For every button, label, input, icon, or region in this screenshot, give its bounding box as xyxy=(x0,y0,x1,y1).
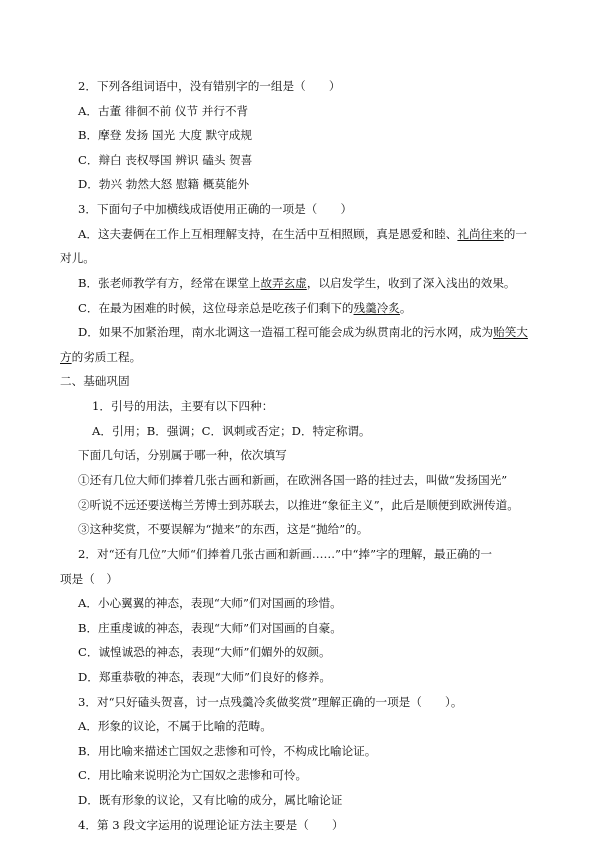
s2-q2-option-d: D．郑重恭敬的神态，表现“大师”们良好的修养。 xyxy=(78,670,332,684)
q3-option-d-continued xyxy=(60,349,141,365)
s2-q2-stem: 2．对“还有几位”大师“们捧着几张古画和新画……”中“捧”字的理解，最正确的一 xyxy=(78,547,492,561)
q3-option-d xyxy=(78,324,528,340)
q3-option-a xyxy=(78,226,527,242)
q3-option-c xyxy=(78,300,412,316)
q3-option-a-continued: 对儿。 xyxy=(60,251,95,265)
q2-option-d: D．勃兴 勃然大怒 慰籍 概莫能外 xyxy=(78,177,250,191)
section-heading: 二、基础巩固 xyxy=(60,374,130,388)
s2-sentence-1: ①还有几位大师们捧着几张古画和新画，在欧洲各国一路的挂过去，叫做“发扬国光” xyxy=(78,473,508,487)
s2-q1-prompt-text: 下面几句话，分别属于哪一种，依次填写 xyxy=(78,448,287,462)
q3-option-c-idiom: 残羹冷炙 xyxy=(353,301,400,315)
q2-option-b: B．摩登 发扬 国光 大度 默守成规 xyxy=(78,128,252,142)
s2-q3-option-b: B．用比喻来描述亡国奴之悲惨和可怜，不构成比喻论证。 xyxy=(78,744,377,758)
s2-q3-option-c: C．用比喻来说明沦为亡国奴之悲惨和可怜。 xyxy=(78,768,308,782)
s2-q3-option-a: A．形象的议论，不属于比喻的范畴。 xyxy=(78,719,272,733)
q3-option-d-tail: 的劣质工程。 xyxy=(71,350,142,364)
s2-q2-option-a: A．小心翼翼的神态，表现“大师”们对国画的珍惜。 xyxy=(78,596,342,610)
q3-option-a-text: A．这夫妻俩在工作上互相理解支持，在生活中互相照顾，真是恩爱和睦、 xyxy=(78,227,458,241)
q3-option-b-tail: ，以启发学生，收到了深入浅出的效果。 xyxy=(306,276,516,290)
s2-sentence-2: ②听说不远还要送梅兰芳博士到苏联去，以推进“象征主义”，此后是顺便到欧洲传道。 xyxy=(78,498,519,512)
s2-q4-stem: 4．第 3 段文字运用的说理论证方法主要是（ ） xyxy=(78,818,344,832)
q3-option-a-tail: 的一 xyxy=(503,227,527,241)
s2-q2-stem-continued: 项是（ ） xyxy=(60,572,118,586)
s2-q3-option-d: D．既有形象的议论，又有比喻的成分，属比喻论证 xyxy=(78,793,343,807)
q3-option-b xyxy=(78,275,516,291)
s2-sentence-3: ③这种奖赏，不要误解为“抛来”的东西，这是“抛给”的。 xyxy=(78,522,369,536)
q2-option-a: A．古董 徘徊不前 仪节 并行不背 xyxy=(78,104,249,118)
s2-q2-option-c: C．诚惶诚恐的神态，表现“大师”们媚外的奴颜。 xyxy=(78,645,331,659)
q3-option-b-text: B．张老师教学有方，经常在课堂上 xyxy=(78,276,261,290)
q2-stem: 2．下列各组词语中，没有错别字的一组是（ ） xyxy=(78,79,341,93)
s2-q1-stem: 1．引号的用法，主要有以下四种： xyxy=(92,399,274,413)
q3-option-d-idiom-end: 方 xyxy=(60,350,72,364)
q3-option-c-text: C．在最为困难的时候，这位母亲总是吃孩子们剩下的 xyxy=(78,301,354,315)
s2-q2-option-b: B．庄重虔诚的神态，表现“大师”们对国画的自豪。 xyxy=(78,621,342,635)
q3-stem: 3．下面句子中加横线成语使用正确的一项是（ ） xyxy=(78,202,353,216)
q3-option-c-tail: 。 xyxy=(399,301,412,315)
s2-q3-stem: 3．对“只好磕头贺喜，讨一点残羹冷炙做奖赏”理解正确的一项是（ ）。 xyxy=(78,695,463,709)
q3-option-b-idiom: 故弄玄虚 xyxy=(260,276,307,290)
q3-option-a-idiom: 礼尚往来 xyxy=(457,227,504,241)
s2-q1-prompt xyxy=(78,447,287,464)
s2-q1-options: A．引用；B．强调；C．讽刺或否定；D．特定称谓。 xyxy=(92,424,371,438)
q3-option-d-text: D．如果不加紧治理，南水北调这一造福工程可能会成为纵贯南北的污水网，成为 xyxy=(78,325,494,339)
q2-option-c: C．辩白 丧权辱国 辨识 磕头 贺喜 xyxy=(78,153,253,167)
q3-option-d-idiom: 贻笑大 xyxy=(493,325,528,339)
